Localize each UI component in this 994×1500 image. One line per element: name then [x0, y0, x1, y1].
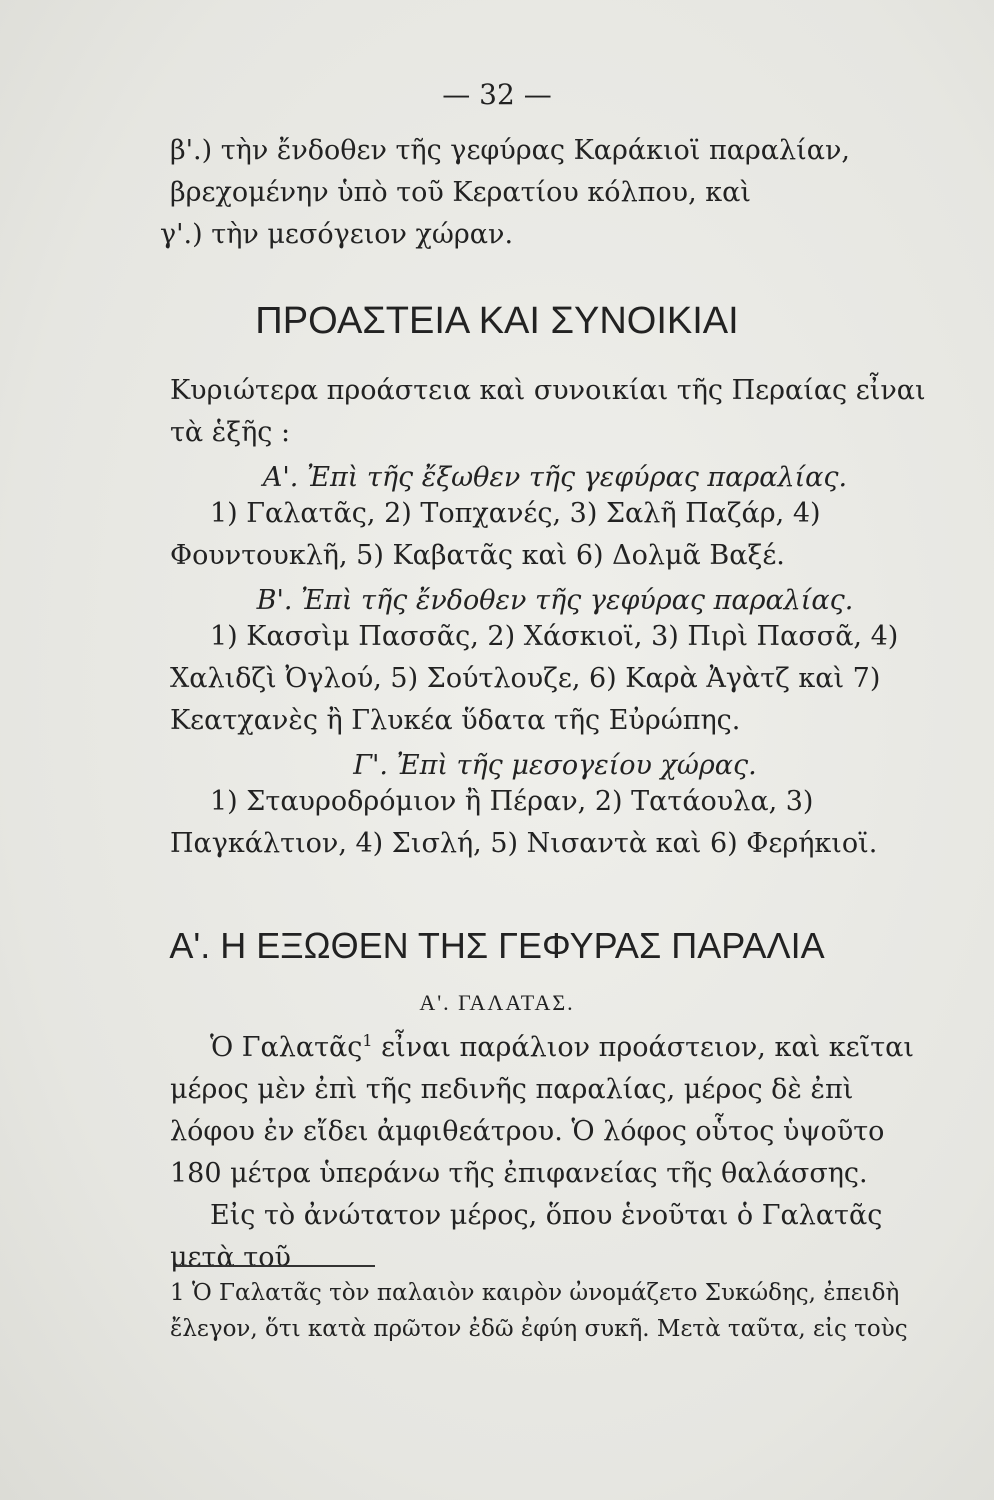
section-title-suburbs: ΠΡΟΑΣΤΕΙΑ ΚΑΙ ΣΥΝΟΙΚΙΑΙ: [255, 300, 739, 342]
list-b: 1) Κασσὶμ Πασσᾶς, 2) Χάσκιοϊ, 3) Πιρὶ Πασσᾶ, 4) Χαλιδζὶ Ὀγλού, 5) Σούτλουζε, 6) Καρὰ Ἀγὰτζ καὶ 7) Κεατχανὲς ἢ Γλυκέα ὕδατα τῆς Εὐρώπης.: [170, 621, 899, 736]
page-number: — 32 —: [442, 78, 552, 111]
footnote-block: [170, 1275, 940, 1347]
intro-line-g: γ'.) τὴν μεσόγειον χώραν.: [160, 219, 514, 250]
list-a: 1) Γαλατᾶς, 2) Τοπχανές, 3) Σαλῆ Παζάρ, 4) Φουντουκλῆ, 5) Καβατᾶς καὶ 6) Δολμᾶ Βαξέ.: [170, 498, 821, 571]
subsection-title-galatas: Α'. ΓΑΛΑΤΑΣ.: [419, 990, 575, 1015]
suburbs-lead: Κυριώτερα προάστεια καὶ συνοικίαι τῆς Περαίας εἶναι τὰ ἑξῆς :: [170, 375, 926, 448]
section-title-outer-coast: Α'. Η ΕΞΩΘΕΝ ΤΗΣ ΓΕΦΥΡΑΣ ΠΑΡΑΛΙΑ: [169, 925, 825, 966]
heading-b: Β'. Ἐπὶ τῆς ἔνδοθεν τῆς γεφύρας παραλίας.: [256, 585, 854, 616]
footnote-rule: [175, 1265, 375, 1267]
galatas-paragraph-2: Εἰς τὸ ἀνώτατον μέρος, ὅπου ἑνοῦται ὁ Γαλατᾶς μετὰ τοῦ: [170, 1200, 883, 1273]
list-c: 1) Σταυροδρόμιον ἢ Πέραν, 2) Τατάουλα, 3) Παγκάλτιον, 4) Σισλή, 5) Νισαντὰ καὶ 6) Φερήκιοϊ.: [170, 786, 878, 859]
footnote-ref: 1: [362, 1031, 373, 1050]
intro-block: [160, 130, 940, 256]
galatas-paragraph-start: Ὁ Γαλατᾶς: [210, 1032, 363, 1063]
footnote-text: 1 Ὁ Γαλατᾶς τὸν παλαιὸν καιρὸν ὠνομάζετο Συκώδης, ἐπειδὴ ἔλεγον, ὅτι κατὰ πρῶτον ἐδῶ ἐφύη συκῆ. Μετὰ ταῦτα, εἰς τοὺς: [170, 1280, 908, 1342]
galatas-paragraph: [170, 1020, 940, 1195]
galatas-block: [170, 1020, 940, 1279]
suburbs-block: [170, 370, 940, 865]
intro-line-b: β'.) τὴν ἔνδοθεν τῆς γεφύρας Καράκιοϊ παραλίαν, βρεχομένην ὑπὸ τοῦ Κερατίου κόλπου, καὶ: [170, 135, 850, 208]
heading-c: Γ'. Ἐπὶ τῆς μεσογείου χώρας.: [353, 750, 757, 781]
heading-a: Α'. Ἐπὶ τῆς ἔξωθεν τῆς γεφύρας παραλίας.: [262, 462, 848, 493]
galatas-paragraph-rest: εἶναι παράλιον προάστειον, καὶ κεῖται μέρος μὲν ἐπὶ τῆς πεδινῆς παραλίας, μέρος δὲ ἐπὶ λόφου ἐν εἴδει ἀμφιθεάτρου. Ὁ λόφος οὗτος ὑψοῦτο 180 μέτρα ὑπεράνω τῆς ἐπιφανείας τῆς θαλάσσης.: [170, 1032, 914, 1189]
